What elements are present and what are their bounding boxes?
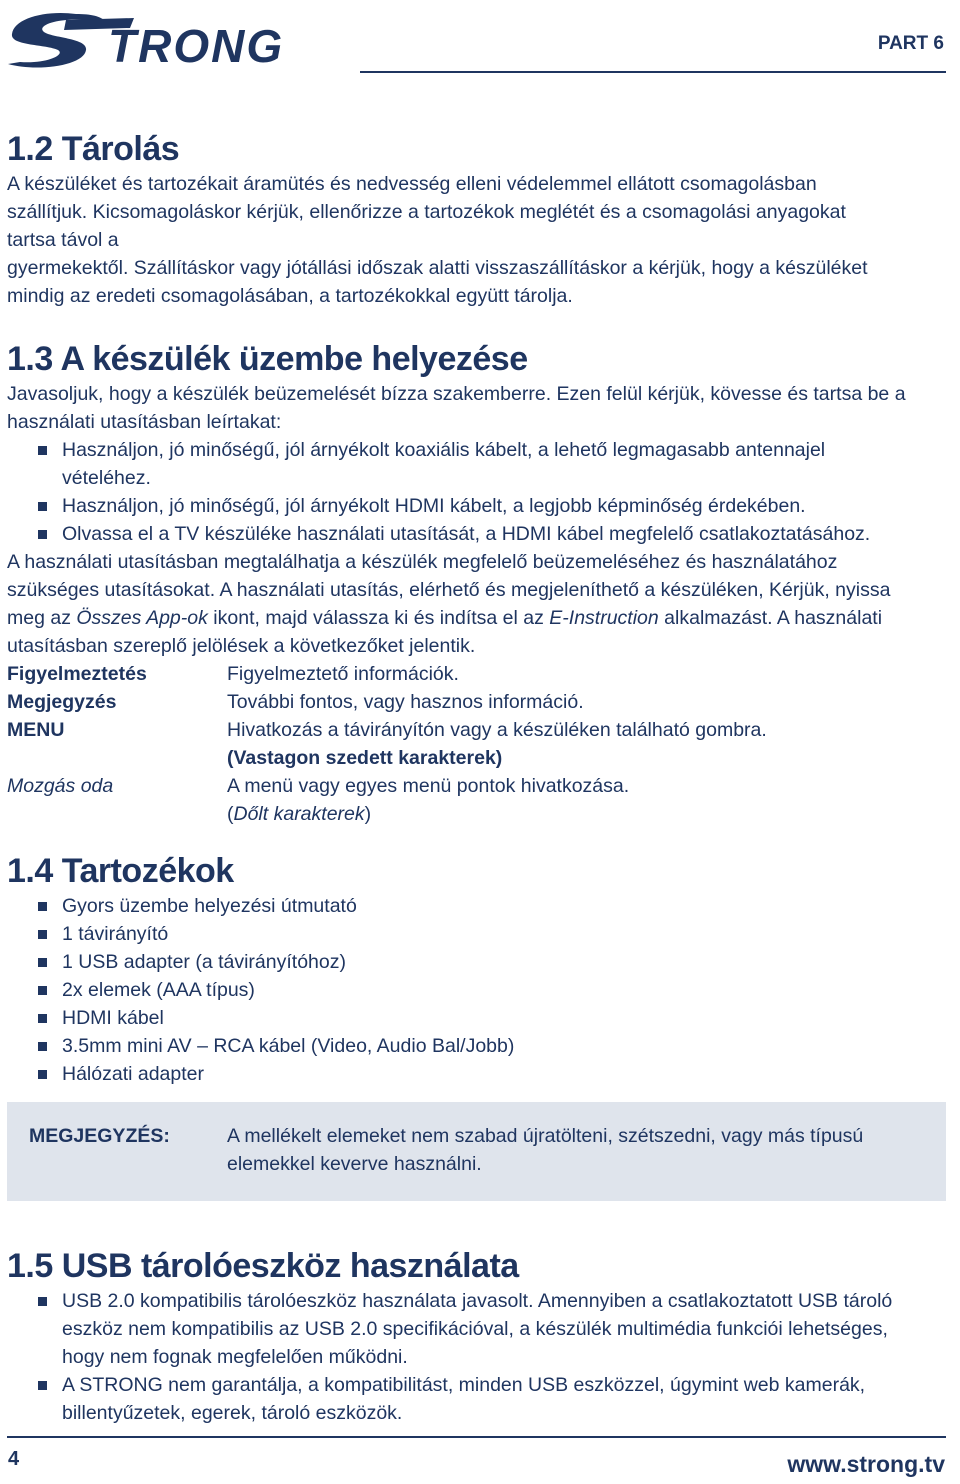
bullet-square-icon <box>38 1381 47 1390</box>
bullet-square-icon <box>38 986 47 995</box>
list-item: A STRONG nem garantálja, a kompatibilitást, minden USB eszközzel, úgymint web kamerák, billentyűzetek, egerek, tároló eszközök. <box>7 1371 947 1427</box>
content <box>7 128 947 1427</box>
setup-bullet-list <box>7 436 947 548</box>
bullet-square-icon <box>38 902 47 911</box>
bullet-square-icon <box>38 958 47 967</box>
legend-row-note: Megjegyzés További fontos, vagy hasznos információ. <box>7 691 584 713</box>
list-item: Gyors üzembe helyezési útmutató <box>7 892 947 920</box>
section-heading-setup: 1.3 A készülék üzembe helyezése <box>7 340 528 378</box>
bullet-square-icon <box>38 502 47 511</box>
footer-rule <box>7 1436 946 1438</box>
list-item: Használjon, jó minőségű, jól árnyékolt HDMI kábelt, a legjobb képminőség érdekében. <box>7 492 947 520</box>
storage-line: A készüléket és tartozékait áramütés és nedvesség elleni védelemmel ellátott csomagolásban <box>7 173 817 195</box>
list-item: Olvassa el a TV készüléke használati utasítását, a HDMI kábel megfelelő csatlakoztatásához. <box>7 520 947 548</box>
note-label: MEGJEGYZÉS: <box>29 1125 170 1147</box>
bullet-square-icon <box>38 446 47 455</box>
list-item: HDMI kábel <box>7 1004 947 1032</box>
bullet-square-icon <box>38 530 47 539</box>
storage-line: tartsa távol a <box>7 229 119 251</box>
e-instruction-reference: E-Instruction <box>549 607 659 629</box>
note-box <box>7 1102 946 1201</box>
bullet-square-icon <box>38 1042 47 1051</box>
svg-text:TRONG: TRONG <box>108 20 285 70</box>
website-link[interactable]: www.strong.tv <box>787 1451 945 1477</box>
usb-bullet-list <box>7 1287 947 1427</box>
section-heading-accessories: 1.4 Tartozékok <box>7 852 234 890</box>
legend-row-menu: MENU Hivatkozás a távirányítón vagy a készüléken található gombra. (Vastagon szedett karakterek) <box>7 719 767 769</box>
list-item: 1 távirányító <box>7 920 947 948</box>
setup-intro-line: Javasoljuk, hogy a készülék beüzemelését bízza szakemberre. Ezen felül kérjük, kövesse és tartsa be a <box>7 383 906 405</box>
note-text: A mellékelt elemeket nem szabad újratölteni, szétszedni, vagy más típusú elemekkel keverve használni. <box>227 1125 864 1175</box>
legend-row-move: Mozgás oda A menü vagy egyes menü pontok hivatkozása. (Dőlt karakterek) <box>7 775 630 825</box>
bullet-square-icon <box>38 1297 47 1306</box>
header-rule <box>360 71 946 73</box>
storage-line: gyermekektől. Szállításkor vagy jótállási időszak alatti visszaszállításkor a kérjük, hogy a készüléket <box>7 257 868 279</box>
legend-row-warning: Figyelmeztetés Figyelmeztető információk. <box>7 663 459 685</box>
all-apps-reference: Összes App-ok <box>76 607 208 629</box>
section-heading-usb: 1.5 USB tárolóeszköz használata <box>7 1247 519 1285</box>
page-number: 4 <box>8 1448 20 1470</box>
setup-intro-line: használati utasításban leírtakat: <box>7 411 282 433</box>
accessories-list <box>7 892 947 1088</box>
list-item: 2x elemek (AAA típus) <box>7 976 947 1004</box>
setup-paragraph-line: A használati utasításban megtalálhatja a készülék megfelelő beüzemeléséhez és használatához <box>7 551 838 573</box>
strong-logo <box>6 8 311 70</box>
bullet-square-icon <box>38 1014 47 1023</box>
list-item: Hálózati adapter <box>7 1060 947 1088</box>
storage-line: mindig az eredeti csomagolásában, a tartozékokkal együtt tárolja. <box>7 285 573 307</box>
list-item: 3.5mm mini AV – RCA kábel (Video, Audio Bal/Jobb) <box>7 1032 947 1060</box>
storage-paragraph <box>7 170 947 310</box>
bullet-square-icon <box>38 930 47 939</box>
notation-legend <box>7 660 947 828</box>
bullet-square-icon <box>38 1070 47 1079</box>
part-label: PART 6 <box>877 33 944 54</box>
list-item: USB 2.0 kompatibilis tárolóeszköz használata javasolt. Amennyiben a csatlakoztatott USB tároló eszköz nem kompatibilis az USB 2.0 specifikációval, a készülék multimédia funkciói lehetséges, hogy nem fognak megfelelően működni. <box>7 1287 947 1371</box>
setup-paragraph-line: utasításban szereplő jelölések a következőket jelentik. <box>7 635 476 657</box>
section-heading-storage: 1.2 Tárolás <box>7 130 180 168</box>
list-item: 1 USB adapter (a távirányítóhoz) <box>7 948 947 976</box>
setup-paragraph-line: szükséges utasításokat. A használati utasítás, elérhető és megjeleníthető a készüléken, Kérjük, nyissa <box>7 579 891 601</box>
storage-line: szállítjuk. Kicsomagoláskor kérjük, ellenőrizze a tartozékok meglétét és a csomagolási anyagokat <box>7 201 846 223</box>
list-item: Használjon, jó minőségű, jól árnyékolt koaxiális kábelt, a lehető legmagasabb antennajel vételéhez. <box>7 436 947 492</box>
setup-paragraph-line: meg az Összes App-ok ikont, majd válassza ki és indítsa el az E-Instruction alkalmazást. A használati <box>7 607 883 629</box>
